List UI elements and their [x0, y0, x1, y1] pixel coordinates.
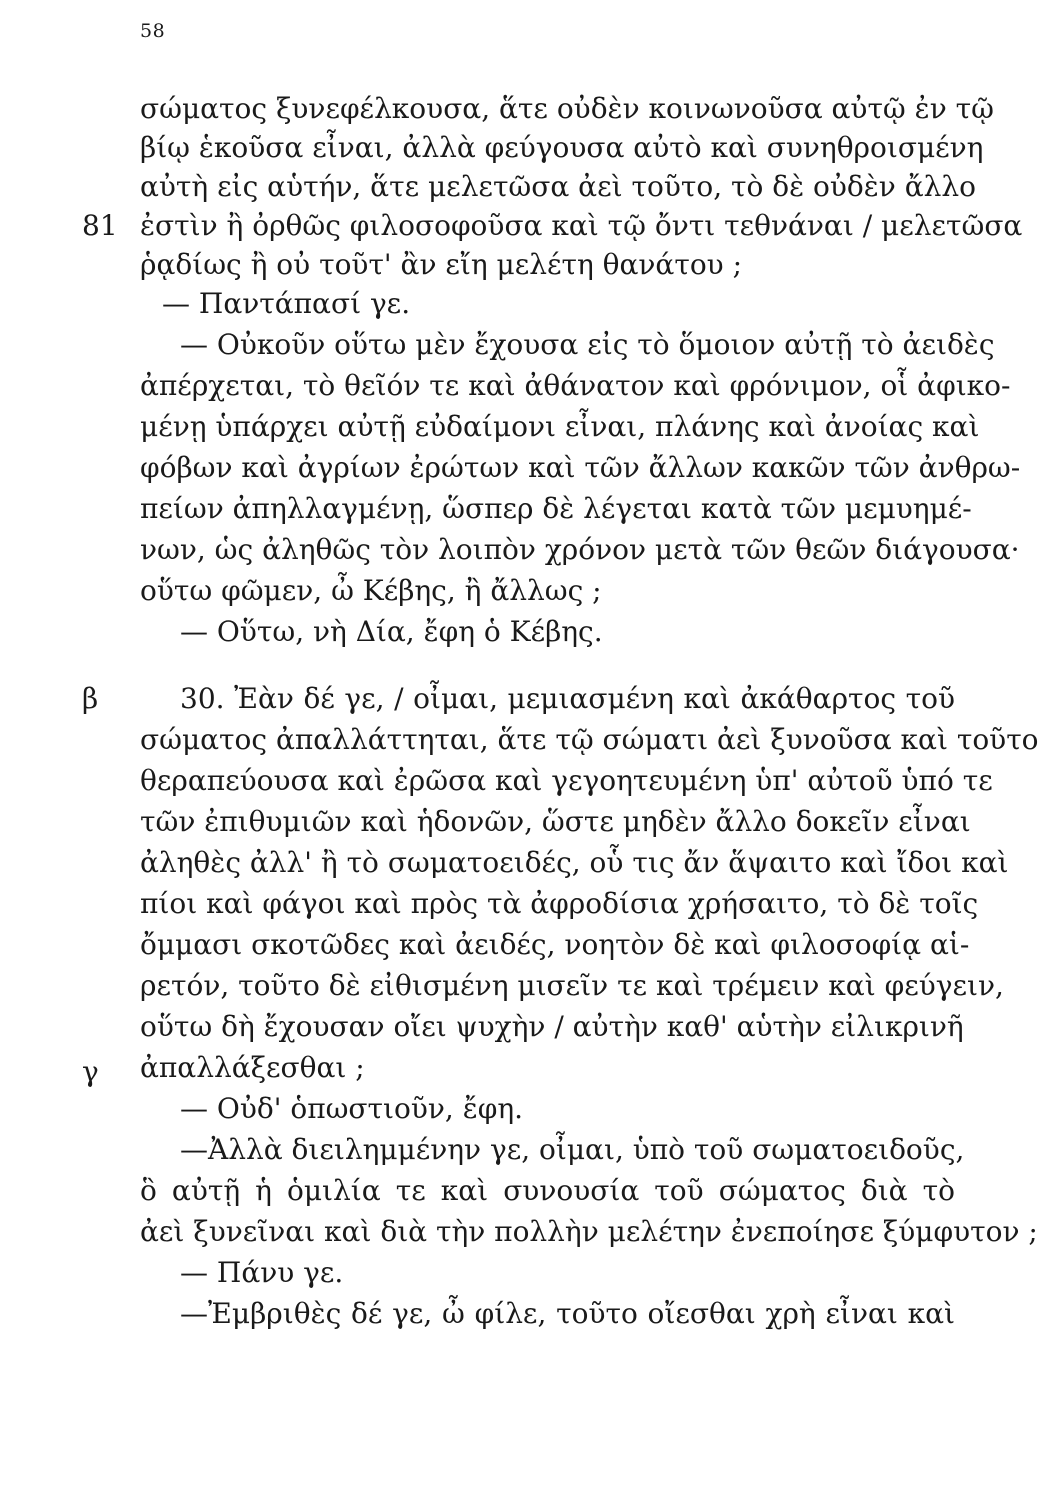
text-line: βίῳ ἑκοῦσα εἶναι, ἀλλὰ φεύγουσα αὐτὸ καὶ συνηθροισμένη — [140, 131, 984, 164]
text-line: σώματος ξυνεφέλκουσα, ἅτε οὐδὲν κοινωνοῦσα αὐτῷ ἐν τῷ — [140, 92, 994, 125]
text-line: ἀπαλλάξεσθαι ; — [140, 1051, 365, 1084]
text-line: ρετόν, τοῦτο δὲ εἰθισμένη μισεῖν τε καὶ τρέμειν καὶ φεύγειν, — [140, 969, 1004, 1002]
text-line: νων, ὡς ἀληθῶς τὸν λοιπὸν χρόνον μετὰ τῶν θεῶν διάγουσα· — [140, 533, 1020, 566]
text-line: πείων ἀπηλλαγμένῃ, ὥσπερ δὲ λέγεται κατὰ τῶν μεμυημέ- — [140, 492, 972, 525]
text-line: ἐστὶν ἢ ὀρθῶς φιλοσοφοῦσα καὶ τῷ ὄντι τεθνάναι / μελετῶσα — [140, 209, 1023, 242]
dialogue-line: — Οὕτω, νὴ Δία, ἔφη ὁ Κέβης. — [180, 615, 603, 648]
dialogue-line: — Οὐδ' ὁπωστιοῦν, ἔφη. — [180, 1092, 524, 1125]
dialogue-line: — Πάνυ γε. — [180, 1256, 344, 1289]
section-start-line: 30. Ἐὰν δέ γε, / οἶμαι, μεμιασμένη καὶ ἀκάθαρτος τοῦ — [180, 682, 955, 715]
text-line: θεραπεύουσα καὶ ἐρῶσα καὶ γεγοητευμένη ὑπ' αὐτοῦ ὑπό τε — [140, 764, 993, 797]
dialogue-line: —Ἀλλὰ διειλημμένην γε, οἶμαι, ὑπὸ τοῦ σωματοειδοῦς, — [180, 1133, 965, 1166]
page-number: 58 — [140, 20, 166, 42]
text-line: οὕτω δὴ ἔχουσαν οἴει ψυχὴν / αὐτὴν καθ' αὑτὴν εἰλικρινῆ — [140, 1010, 964, 1043]
margin-ref-81: 81 — [82, 209, 118, 242]
dialogue-line: — Οὐκοῦν οὕτω μὲν ἔχουσα εἰς τὸ ὅμοιον αὐτῇ τὸ ἀειδὲς — [180, 328, 995, 361]
dialogue-line: — Παντάπασί γε. — [162, 287, 411, 320]
text-line: ὃ αὐτῇ ἡ ὁμιλία τε καὶ συνουσία τοῦ σώματος διὰ τὸ — [140, 1174, 955, 1207]
margin-ref-b: β — [82, 682, 99, 715]
text-line: οὕτω φῶμεν, ὦ Κέβης, ἢ ἄλλως ; — [140, 574, 602, 607]
text-line: ἀληθὲς ἀλλ' ἢ τὸ σωματοειδές, οὗ τις ἄν ἅψαιτο καὶ ἴδοι καὶ — [140, 846, 1009, 879]
text-line: σώματος ἀπαλλάττηται, ἅτε τῷ σώματι ἀεὶ ξυνοῦσα καὶ τοῦτο — [140, 723, 1039, 756]
margin-ref-g: γ — [82, 1055, 99, 1088]
text-line: ἀεὶ ξυνεῖναι καὶ διὰ τὴν πολλὴν μελέτην ἐνεποίησε ξύμφυτον ; — [140, 1215, 1038, 1248]
text-line: τῶν ἐπιθυμιῶν καὶ ἡδονῶν, ὥστε μηδὲν ἄλλο δοκεῖν εἶναι — [140, 805, 971, 838]
dialogue-line: —Ἐμβριθὲς δέ γε, ὦ φίλε, τοῦτο οἴεσθαι χρὴ εἶναι καὶ — [180, 1297, 955, 1330]
text-line: φόβων καὶ ἀγρίων ἐρώτων καὶ τῶν ἄλλων κακῶν τῶν ἀνθρω- — [140, 451, 1021, 484]
text-line: ῥᾳδίως ἢ οὐ τοῦτ' ἂν εἴη μελέτη θανάτου ; — [140, 248, 743, 281]
text-line: πίοι καὶ φάγοι καὶ πρὸς τὰ ἀφροδίσια χρήσαιτο, τὸ δὲ τοῖς — [140, 887, 979, 920]
text-line: αὐτὴ εἰς αὑτήν, ἅτε μελετῶσα ἀεὶ τοῦτο, τὸ δὲ οὐδὲν ἄλλο — [140, 170, 976, 203]
text-line: ὄμμασι σκοτῶδες καὶ ἀειδές, νοητὸν δὲ καὶ φιλοσοφίᾳ αἱ- — [140, 928, 970, 961]
text-line: ἀπέρχεται, τὸ θεῖόν τε καὶ ἀθάνατον καὶ φρόνιμον, οἷ ἀφικο- — [140, 369, 1011, 402]
text-line: μένῃ ὑπάρχει αὐτῇ εὐδαίμονι εἶναι, πλάνης καὶ ἀνοίας καὶ — [140, 410, 980, 443]
